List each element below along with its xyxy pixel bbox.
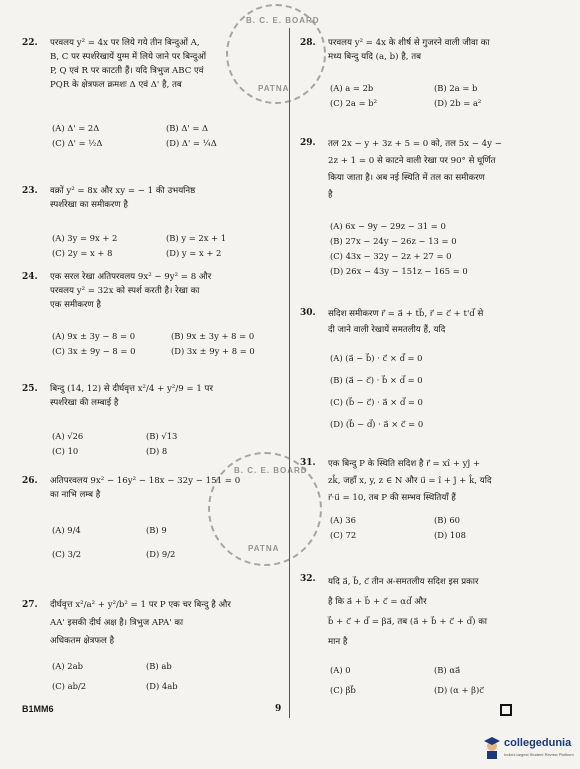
question-line: स्पर्शरेखा की लम्बाई है (50, 398, 119, 408)
option-b: (B) 9x ± 3y + 8 = 0 (171, 331, 255, 341)
option-b: (B) (a⃗ − c⃗) · b⃗ × d⃗ = 0 (330, 375, 423, 385)
graduate-icon (484, 737, 500, 759)
question-line: P, Q एवं R पर काटती हैं। यदि त्रिभुज ABC एवं (50, 66, 204, 76)
question-line: तल 2x − y + 3z + 5 = 0 को, तल 5x − 4y − (328, 139, 502, 149)
question-line: 2z + 1 = 0 से काटने वाली रेखा पर 90° से घूर्णित (328, 156, 496, 166)
option-c: (C) 3x ± 9y − 8 = 0 (52, 346, 136, 356)
question-32 (300, 572, 568, 732)
question-line: AA' इसकी दीर्घ अक्ष है। त्रिभुज APA' का (50, 618, 184, 628)
column-divider (289, 28, 290, 718)
options (330, 514, 530, 541)
logo-name: collegedunia (504, 737, 572, 749)
question-line: परवलय y² = 32x को स्पर्श करती है। रेखा का (50, 286, 200, 296)
question-text (328, 456, 492, 507)
option-d: (D) 8 (146, 446, 168, 456)
question-number: 27. (22, 600, 38, 610)
question-number: 28. (300, 38, 316, 48)
question-line: zk̂, जहाँ x, y, z ∈ N और u⃗ = î + ĵ + k̂, यदि (328, 476, 492, 486)
option-c: (C) ab/2 (52, 681, 87, 691)
question-number: 32. (300, 574, 316, 584)
option-b: (B) Δ' = Δ (166, 123, 209, 133)
option-d: (D) (α + β)c⃗ (434, 685, 484, 695)
option-a: (A) 0 (330, 665, 351, 675)
question-line: एक बिन्दु P के स्थिति सदिश है r⃗ = xî + yĵ + (328, 459, 481, 469)
question-line: दीर्घवृत्त x²/a² + y²/b² = 1 पर P एक चर बिन्दु है और (50, 600, 231, 610)
option-a: (A) 9/4 (52, 525, 81, 535)
question-30 (300, 306, 568, 456)
question-line: एक समीकरण है (50, 300, 101, 310)
question-text (50, 36, 206, 92)
options (52, 524, 232, 560)
option-c: (C) βb⃗ (330, 685, 356, 695)
question-31 (300, 456, 568, 566)
option-a: (A) 36 (330, 515, 356, 525)
options (330, 352, 530, 430)
question-line: सदिश समीकरण r⃗ = a⃗ + tb⃗, r⃗ = c⃗ + t'd⃗ से (328, 309, 484, 319)
question-text (50, 598, 231, 648)
options (52, 430, 232, 457)
question-line: अधिकतम क्षेत्रफल है (50, 636, 115, 646)
question-line: स्पर्शरेखा का समीकरण है (50, 200, 128, 210)
question-text (328, 306, 483, 338)
option-c: (C) 2a = b² (330, 98, 377, 108)
options (52, 330, 282, 357)
options (52, 660, 232, 692)
question-text (328, 136, 502, 204)
question-line: मान है (328, 637, 348, 647)
square-mark (500, 704, 512, 716)
option-b: (B) √13 (146, 431, 178, 441)
question-28 (300, 36, 568, 126)
option-a: (A) √26 (52, 431, 84, 441)
option-d: (D) (b⃗ − d⃗) · a⃗ × c⃗ = 0 (330, 419, 424, 429)
question-text (328, 572, 487, 652)
question-line: परवलय y² = 4x के शीर्ष से गुजरने वाली जीवा का (328, 38, 490, 48)
stamp-text-bottom: PATNA (258, 84, 290, 93)
question-line: मध्य बिन्दु यदि (a, b) है, तब (328, 52, 422, 62)
option-c: (C) 72 (330, 530, 357, 540)
options (52, 122, 272, 149)
option-d: (D) 3x ± 9y + 8 = 0 (171, 346, 255, 356)
question-line: यदि a⃗, b⃗, c⃗ तीन अ-समतलीय सदिश इस प्रकार (328, 577, 479, 587)
question-line: एक सरल रेखा अतिपरवलय 9x² − 9y² = 8 और (50, 272, 212, 282)
option-c: (C) 10 (52, 446, 79, 456)
question-number: 31. (300, 458, 316, 468)
stamp-text-top: B. C. E. BOARD (234, 466, 308, 475)
option-c: (C) Δ' = ½Δ (52, 138, 103, 148)
question-number: 24. (22, 272, 38, 282)
question-number: 26. (22, 476, 38, 486)
option-d: (D) y = x + 2 (166, 248, 222, 258)
question-line: B, C पर स्पर्शरेखायें युग्म में लिये जाने पर बिन्दुओं (50, 52, 207, 62)
collegedunia-logo (482, 733, 578, 767)
question-line: का नाभि लम्ब है (50, 490, 101, 500)
question-line: दी जाने वाली रेखायें समतलीय हैं, यदि (328, 325, 446, 335)
stamp-text-top: B. C. E. BOARD (246, 16, 320, 25)
option-b: (B) 60 (434, 515, 461, 525)
option-c: (C) 2y = x + 8 (52, 248, 113, 258)
question-27 (22, 598, 284, 738)
option-b: (B) αa⃗ (434, 665, 461, 675)
option-a: (A) a = 2b (330, 83, 374, 93)
question-line: PQR के क्षेत्रफल क्रमशः Δ एवं Δ' है, तब (50, 80, 182, 90)
question-number: 23. (22, 186, 38, 196)
option-b: (B) 9 (146, 525, 167, 535)
question-number: 30. (300, 308, 316, 318)
option-d: (D) 26x − 43y − 151z − 165 = 0 (330, 266, 468, 276)
options (52, 232, 272, 259)
option-b: (B) y = 2x + 1 (166, 233, 227, 243)
option-a: (A) (a⃗ − b⃗) · c⃗ × d⃗ = 0 (330, 353, 423, 363)
option-a: (A) 9x ± 3y − 8 = 0 (52, 331, 136, 341)
question-text (328, 36, 490, 64)
board-stamp (208, 452, 322, 566)
question-29 (300, 136, 568, 296)
options (330, 664, 530, 696)
option-b: (B) ab (146, 661, 172, 671)
question-text (50, 270, 211, 312)
question-line: किया जाता है। अब नई स्थिति में तल का समीकरण (328, 173, 485, 183)
question-line: r⃗·u⃗ = 10, तब P की सम्भव स्थितियाँ हैं (328, 493, 456, 503)
question-number: 29. (300, 138, 316, 148)
option-d: (D) Δ' = ¼Δ (166, 138, 217, 148)
option-c: (C) 3/2 (52, 549, 82, 559)
question-text (50, 184, 195, 212)
options (330, 82, 530, 109)
option-a: (A) Δ' = 2Δ (52, 123, 100, 133)
question-line: अतिपरवलय 9x² − 16y² − 18x − 32y − 151 = 0 (50, 476, 241, 486)
question-number: 25. (22, 384, 38, 394)
option-c: (C) 43x − 32y − 2z + 27 = 0 (330, 251, 452, 261)
option-d: (D) 2b = a² (434, 98, 482, 108)
question-line: है कि a⃗ + b⃗ + c⃗ = αd⃗ और (328, 597, 427, 607)
option-d: (D) 9/2 (146, 549, 176, 559)
question-number: 22. (22, 38, 38, 48)
option-b: (B) 2a = b (434, 83, 478, 93)
paper-code: B1MM6 (22, 704, 54, 714)
logo-tagline: India's largest Student Review Platform (504, 752, 574, 757)
option-c: (C) (b⃗ − c⃗) · a⃗ × d⃗ = 0 (330, 397, 423, 407)
option-b: (B) 27x − 24y − 26z − 13 = 0 (330, 236, 457, 246)
option-a: (A) 6x − 9y − 29z − 31 = 0 (330, 221, 446, 231)
option-d: (D) 4ab (146, 681, 178, 691)
question-text (50, 382, 213, 410)
options (330, 220, 560, 277)
question-line: वक्रों y² = 8x और xy = − 1 की उभयनिष्ठ (50, 186, 196, 196)
board-stamp (226, 4, 326, 104)
question-line: परवलय y² = 4x पर लिये गये तीन बिन्दुओं A, (50, 38, 200, 48)
option-d: (D) 108 (434, 530, 466, 540)
option-a: (A) 3y = 9x + 2 (52, 233, 118, 243)
page-number: 9 (275, 704, 282, 714)
question-24 (22, 270, 284, 380)
question-line: है (328, 190, 333, 200)
option-a: (A) 2ab (52, 661, 83, 671)
question-line: बिन्दु (14, 12) से दीर्घवृत्त x²/4 + y²/9 = 1 पर (50, 384, 213, 394)
question-line: b⃗ + c⃗ + d⃗ = βa⃗, तब (a⃗ + b⃗ + c⃗ + d⃗) का (328, 617, 488, 627)
stamp-text-bottom: PATNA (248, 544, 280, 553)
